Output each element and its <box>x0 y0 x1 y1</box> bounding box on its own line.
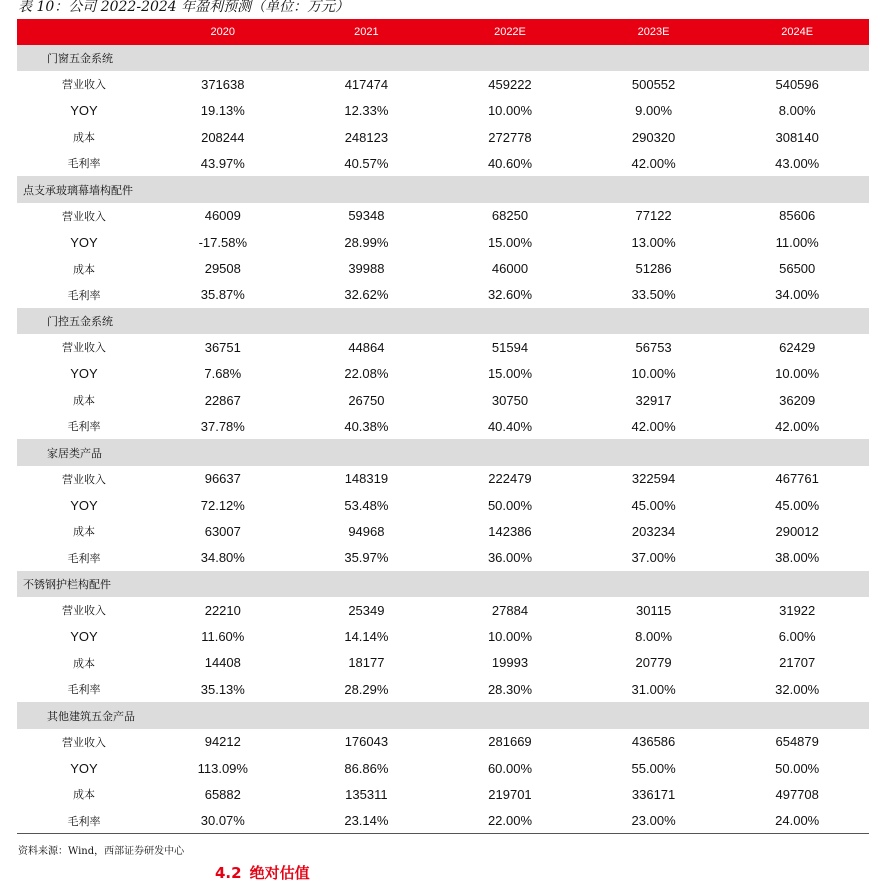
table-body <box>17 45 869 834</box>
column-header: 2021 <box>354 26 379 38</box>
metric-label: YOY <box>70 497 98 513</box>
metric-label: 毛利率 <box>67 683 101 697</box>
value-cell: 9.00% <box>635 103 673 119</box>
value-cell: 19.13% <box>200 103 245 119</box>
column-header: 2022E <box>494 26 526 38</box>
value-cell: 203234 <box>631 523 676 539</box>
source-note: 资料来源：Wind，西部证券研发中心 <box>18 846 185 857</box>
value-cell: 29508 <box>204 261 241 277</box>
value-cell: 46009 <box>204 208 241 224</box>
value-cell: 35.87% <box>200 287 245 303</box>
value-cell: 65882 <box>204 786 241 802</box>
value-cell: 8.00% <box>778 103 816 119</box>
value-cell: 467761 <box>775 471 819 487</box>
value-cell: -17.58% <box>198 234 247 250</box>
segment-row <box>17 308 869 334</box>
metric-row <box>17 255 869 281</box>
metric-label: YOY <box>70 366 98 382</box>
value-cell: 142386 <box>488 523 532 539</box>
value-cell: 10.00% <box>631 366 676 382</box>
value-cell: 540596 <box>775 76 819 92</box>
value-cell: 11.60% <box>201 629 245 645</box>
value-cell: 19993 <box>491 655 529 671</box>
metric-label: 营业收入 <box>62 341 106 355</box>
value-cell: 35.97% <box>344 550 389 566</box>
value-cell: 21707 <box>779 655 816 671</box>
metric-row <box>17 282 869 308</box>
value-cell: 336171 <box>631 786 676 802</box>
value-cell: 25349 <box>348 602 385 618</box>
value-cell: 27884 <box>491 602 529 618</box>
value-cell: 10.00% <box>487 103 533 119</box>
value-cell: 40.60% <box>487 155 533 171</box>
metric-label: 成本 <box>73 788 95 802</box>
value-cell: 32.00% <box>775 681 820 697</box>
value-cell: 15.00% <box>487 234 533 250</box>
value-cell: 272778 <box>488 129 532 145</box>
value-cell: 22.08% <box>344 366 389 382</box>
metric-row <box>17 229 869 255</box>
segment-row <box>17 176 869 202</box>
metric-row <box>17 387 869 413</box>
value-cell: 248123 <box>344 129 389 145</box>
value-cell: 11.00% <box>775 234 819 250</box>
value-cell: 33.50% <box>631 287 676 303</box>
segment-row <box>17 439 869 465</box>
value-cell: 26750 <box>348 392 385 408</box>
value-cell: 53.48% <box>344 497 389 513</box>
section-title: 绝对估值 <box>249 864 310 882</box>
metric-label: 成本 <box>73 262 95 276</box>
value-cell: 290012 <box>775 523 819 539</box>
metric-label: 毛利率 <box>17 808 151 834</box>
value-cell: 42.00% <box>631 155 676 171</box>
value-cell: 23.14% <box>295 808 439 834</box>
value-cell: 654879 <box>775 734 819 750</box>
value-cell: 40.40% <box>487 418 533 434</box>
value-cell: 32.60% <box>487 287 533 303</box>
value-cell: 55.00% <box>631 760 676 776</box>
value-cell: 12.33% <box>344 103 389 119</box>
metric-label: 毛利率 <box>67 157 101 171</box>
metric-label: 成本 <box>73 394 95 407</box>
value-cell: 31.00% <box>631 681 676 697</box>
value-cell: 43.00% <box>775 155 820 171</box>
column-header: 2023E <box>637 26 670 38</box>
segment-row <box>17 702 869 728</box>
value-cell: 62429 <box>779 339 816 355</box>
value-cell: 308140 <box>775 129 819 145</box>
metric-row <box>17 361 869 387</box>
value-cell: 39988 <box>348 261 385 277</box>
metric-row <box>17 150 869 176</box>
value-cell: 24.00% <box>725 808 869 834</box>
metric-label: 营业收入 <box>62 209 106 223</box>
value-cell: 56753 <box>635 339 672 355</box>
value-cell: 60.00% <box>487 760 533 776</box>
metric-row <box>17 413 869 439</box>
column-header: 2020 <box>210 26 236 38</box>
metric-label: 营业收入 <box>62 472 106 486</box>
metric-label: 毛利率 <box>67 288 101 302</box>
segment-name: 其他建筑五金产品 <box>47 709 135 723</box>
value-cell: 94212 <box>204 734 241 750</box>
metric-label: 营业收入 <box>62 78 106 92</box>
value-cell: 20779 <box>635 655 672 671</box>
value-cell: 219701 <box>488 786 532 802</box>
value-cell: 32917 <box>635 392 672 408</box>
value-cell: 30115 <box>635 602 672 618</box>
value-cell: 36.00% <box>487 550 533 566</box>
segment-name: 不锈钢护栏构配件 <box>23 578 111 592</box>
metric-row <box>17 466 869 492</box>
value-cell: 68250 <box>491 208 529 224</box>
value-cell: 44864 <box>348 339 385 355</box>
metric-row <box>17 334 869 360</box>
metric-row <box>17 203 869 229</box>
value-cell: 38.00% <box>775 550 820 566</box>
earnings-forecast-table <box>17 19 869 834</box>
metric-label: 成本 <box>73 525 95 539</box>
value-cell: 36209 <box>779 392 816 408</box>
value-cell: 500552 <box>631 76 676 92</box>
value-cell: 42.00% <box>631 418 676 434</box>
value-cell: 34.00% <box>775 287 820 303</box>
value-cell: 50.00% <box>775 760 820 776</box>
table-caption: 表 10：公司 2022-2024 年盈利预测（单位：万元） <box>18 0 350 15</box>
value-cell: 10.00% <box>487 629 533 645</box>
metric-label: 成本 <box>73 131 95 145</box>
segment-name: 门控五金系统 <box>47 315 113 329</box>
value-cell: 135311 <box>345 786 388 802</box>
value-cell: 22867 <box>204 392 241 408</box>
value-cell: 45.00% <box>631 497 676 513</box>
value-cell: 148319 <box>344 471 389 487</box>
value-cell: 51286 <box>635 261 672 277</box>
value-cell: 8.00% <box>635 629 673 645</box>
value-cell: 28.29% <box>344 681 389 697</box>
table-header-row <box>17 19 869 45</box>
value-cell: 30750 <box>491 392 529 408</box>
value-cell: 94968 <box>348 523 385 539</box>
segment-row <box>17 571 869 597</box>
value-cell: 7.68% <box>204 366 242 382</box>
value-cell: 13.00% <box>631 234 676 250</box>
value-cell: 34.80% <box>200 550 245 566</box>
value-cell: 15.00% <box>487 366 533 382</box>
value-cell: 281669 <box>488 734 532 750</box>
value-cell: 46000 <box>491 261 529 277</box>
segment-name: 点支承玻璃幕墙构配件 <box>23 183 133 197</box>
value-cell: 32.62% <box>344 287 389 303</box>
value-cell: 222479 <box>488 471 532 487</box>
metric-row <box>17 808 869 834</box>
value-cell: 28.30% <box>487 681 533 697</box>
metric-label: 营业收入 <box>62 735 106 749</box>
value-cell: 43.97% <box>200 155 245 171</box>
value-cell: 85606 <box>779 208 816 224</box>
segment-name: 门窗五金系统 <box>47 52 113 66</box>
value-cell: 31922 <box>779 602 816 618</box>
value-cell: 459222 <box>488 76 532 92</box>
value-cell: 37.00% <box>631 550 676 566</box>
metric-row <box>17 597 869 623</box>
value-cell: 40.38% <box>344 418 389 434</box>
header-blank-cell <box>17 19 151 45</box>
value-cell: 10.00% <box>775 366 820 382</box>
metric-label: 毛利率 <box>67 551 101 565</box>
metric-row <box>17 729 869 755</box>
metric-row <box>17 650 869 676</box>
value-cell: 322594 <box>631 471 676 487</box>
metric-label: YOY <box>70 103 98 119</box>
value-cell: 28.99% <box>344 234 389 250</box>
metric-row <box>17 755 869 781</box>
value-cell: 6.00% <box>778 629 816 645</box>
value-cell: 371638 <box>201 76 245 92</box>
value-cell: 45.00% <box>775 497 820 513</box>
metric-label: 成本 <box>73 656 95 670</box>
value-cell: 22.00% <box>438 808 582 834</box>
value-cell: 497708 <box>775 786 819 802</box>
metric-row <box>17 124 869 150</box>
value-cell: 30.07% <box>151 808 295 834</box>
metric-row <box>17 518 869 544</box>
value-cell: 86.86% <box>344 760 389 776</box>
metric-row <box>17 71 869 97</box>
value-cell: 14408 <box>204 655 241 671</box>
metric-row <box>17 781 869 807</box>
value-cell: 14.14% <box>344 629 389 645</box>
value-cell: 96637 <box>204 471 241 487</box>
value-cell: 23.00% <box>582 808 726 834</box>
value-cell: 113.09% <box>197 760 248 776</box>
value-cell: 176043 <box>344 734 389 750</box>
value-cell: 22210 <box>204 602 241 618</box>
value-cell: 50.00% <box>487 497 533 513</box>
value-cell: 417474 <box>344 76 389 92</box>
value-cell: 208244 <box>201 129 245 145</box>
metric-label: 毛利率 <box>67 420 101 434</box>
metric-label: 营业收入 <box>62 604 106 618</box>
value-cell: 42.00% <box>775 418 820 434</box>
value-cell: 36751 <box>204 339 241 355</box>
metric-row <box>17 492 869 518</box>
segment-row <box>17 45 869 71</box>
value-cell: 436586 <box>631 734 676 750</box>
value-cell: 51594 <box>491 339 529 355</box>
metric-row <box>17 98 869 124</box>
value-cell: 59348 <box>348 208 385 224</box>
metric-label: YOY <box>70 234 98 250</box>
value-cell: 35.13% <box>200 681 245 697</box>
column-header: 2024E <box>781 26 814 38</box>
section-number: 4.2 <box>215 864 242 882</box>
metric-row <box>17 624 869 650</box>
segment-name: 家居类产品 <box>47 446 102 460</box>
metric-label: YOY <box>70 629 98 645</box>
value-cell: 37.78% <box>200 418 245 434</box>
value-cell: 77122 <box>635 208 672 224</box>
metric-label: YOY <box>70 760 98 776</box>
metric-row <box>17 676 869 702</box>
next-section-heading <box>215 862 310 883</box>
value-cell: 40.57% <box>344 155 389 171</box>
value-cell: 63007 <box>204 523 241 539</box>
value-cell: 72.12% <box>200 497 245 513</box>
value-cell: 56500 <box>779 261 816 277</box>
value-cell: 290320 <box>631 129 676 145</box>
metric-row <box>17 545 869 571</box>
value-cell: 18177 <box>348 655 385 671</box>
